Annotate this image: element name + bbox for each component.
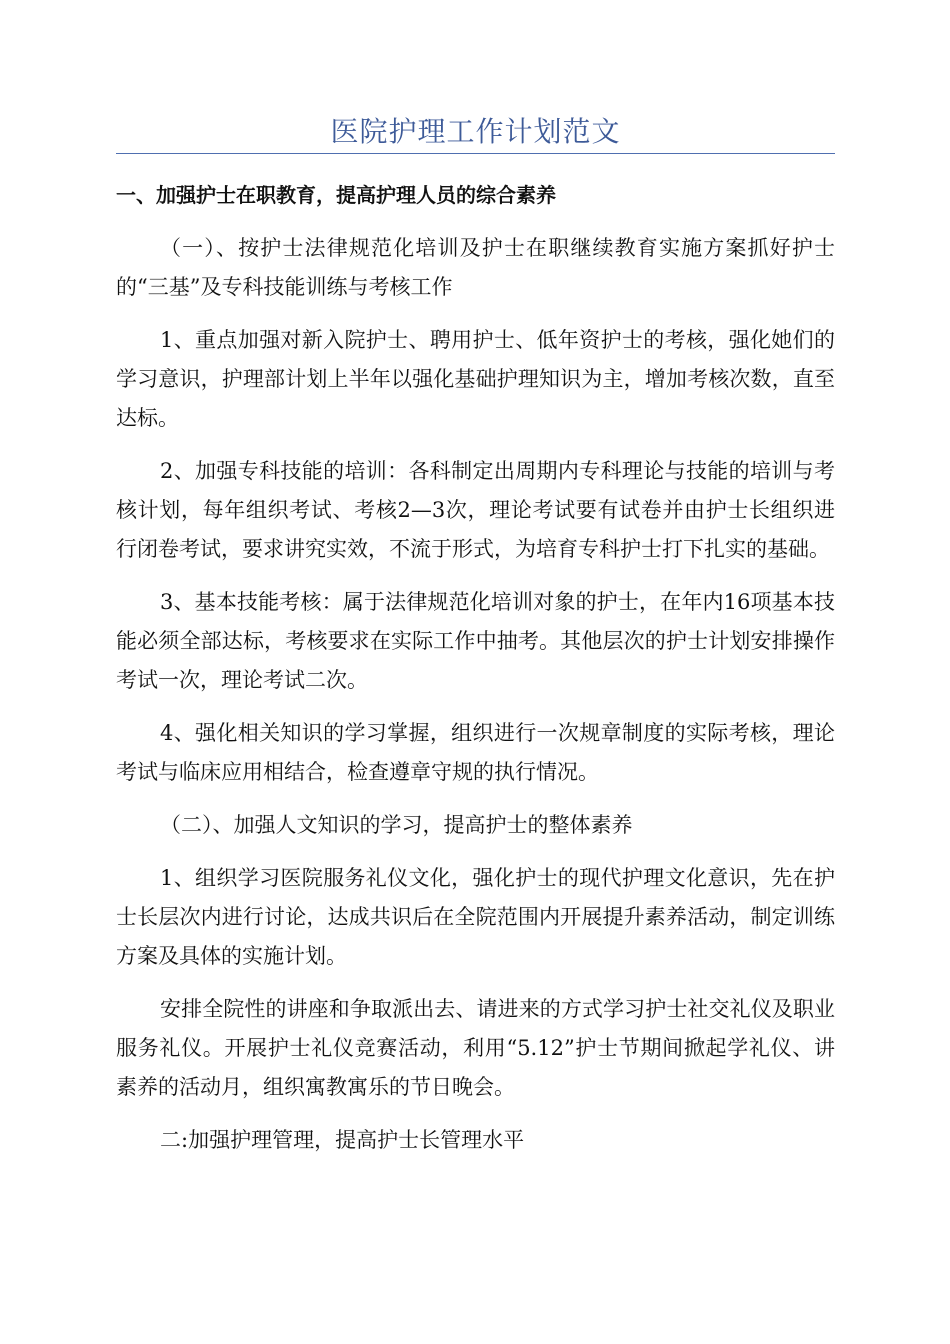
section-heading-1: 一、加强护士在职教育，提高护理人员的综合素养: [116, 183, 556, 207]
paragraph-6: （二）、加强人文知识的学习，提高护士的整体素养: [160, 813, 633, 837]
paragraph-2: 1、重点加强对新入院护士、聘用护士、低年资护士的考核，强化她们的学习意识，护理部计划上半年以强化基础护理知识为主，增加考核次数，直至达标。: [116, 328, 835, 430]
page-title: 医院护理工作计划范文: [330, 115, 621, 148]
paragraph-7: 1、组织学习医院服务礼仪文化，强化护士的现代护理文化意识，先在护士长层次内进行讨论，达成共识后在全院范围内开展提升素养活动，制定训练方案及具体的实施计划。: [116, 866, 835, 968]
paragraph-1: （一）、按护士法律规范化培训及护士在职继续教育实施方案抓好护士的“三基”及专科技能训练与考核工作: [116, 236, 835, 299]
title-divider: [116, 153, 835, 154]
paragraph-5: 4、强化相关知识的学习掌握，组织进行一次规章制度的实际考核，理论考试与临床应用相结合，检查遵章守规的执行情况。: [116, 721, 835, 784]
paragraph-9: 二:加强护理管理，提高护士长管理水平: [160, 1128, 525, 1152]
document-body: [116, 176, 835, 1174]
paragraph-8: 安排全院性的讲座和争取派出去、请进来的方式学习护士社交礼仪及职业服务礼仪。开展护士礼仪竞赛活动，利用“5.12”护士节期间掀起学礼仪、讲素养的活动月，组织寓教寓乐的节日晚会。: [116, 997, 835, 1099]
paragraph-4: 3、基本技能考核：属于法律规范化培训对象的护士，在年内16项基本技能必须全部达标，考核要求在实际工作中抽考。其他层次的护士计划安排操作考试一次，理论考试二次。: [116, 590, 835, 692]
paragraph-3: 2、加强专科技能的培训：各科制定出周期内专科理论与技能的培训与考核计划，每年组织考试、考核2—3次，理论考试要有试卷并由护士长组织进行闭卷考试，要求讲究实效，不流于形式，为培育专科护士打下扎实的基础。: [116, 459, 835, 561]
